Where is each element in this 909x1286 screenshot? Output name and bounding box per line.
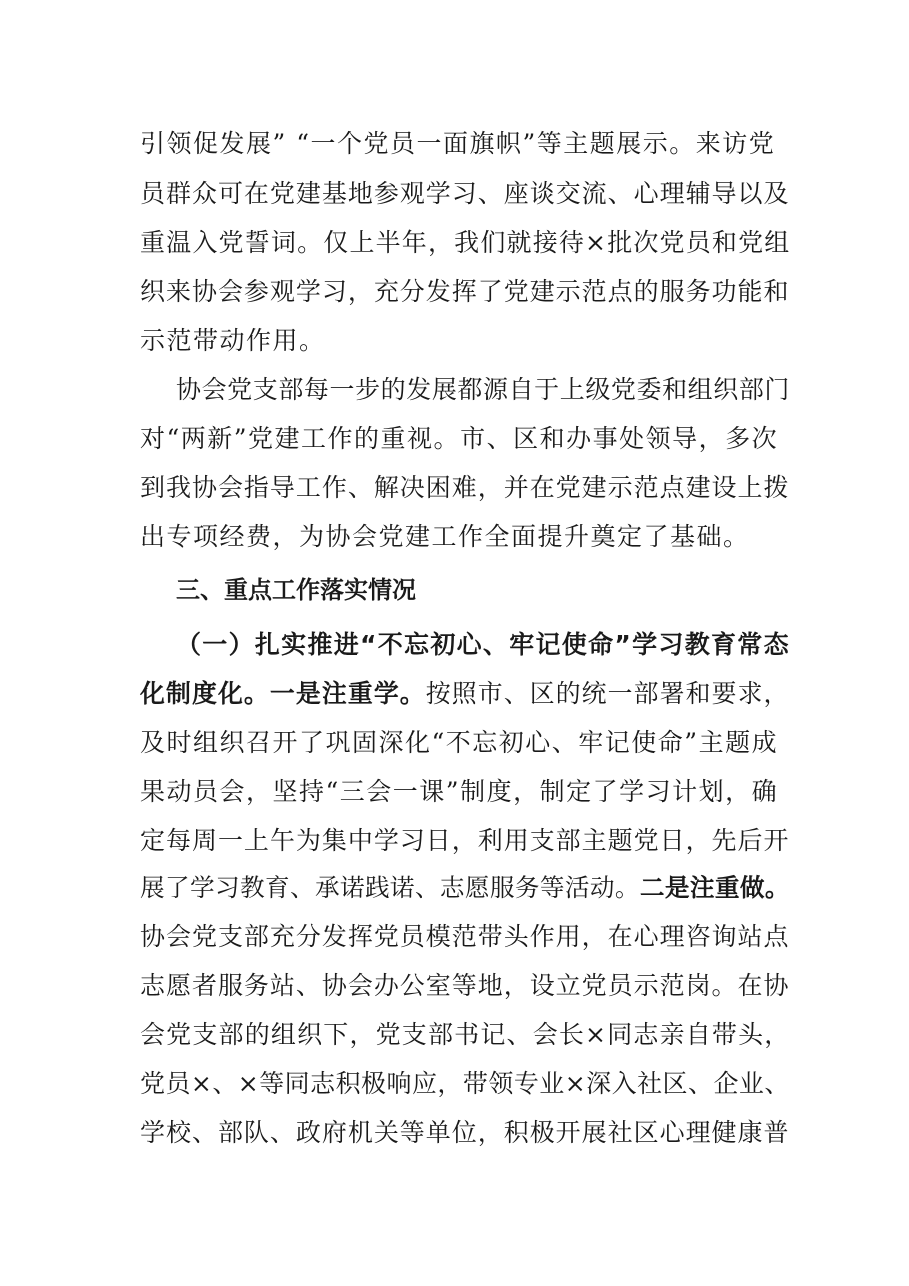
para3-line-11: 学校、部队、政府机关等单位，积极开展社区心理健康普 — [140, 1118, 790, 1147]
para3-line-2 — [140, 679, 790, 709]
para3-line-5: 定每周一上午为集中学习日，利用支部主题党日，先后开 — [140, 826, 790, 855]
para2-line-4: 出专项经费，为协会党建工作全面提升奠定了基础。 — [140, 522, 750, 551]
section-heading: 三、重点工作落实情况 — [176, 576, 416, 604]
para3-line-3: 及时组织召开了巩固深化“不忘初心、牢记使命”主题成 — [140, 728, 779, 757]
para3-line-4: 果动员会，坚持“三会一课”制度，制定了学习计划，确 — [140, 777, 779, 806]
para1-line-2: 员群众可在党建基地参观学习、座谈交流、心理辅导以及 — [140, 179, 790, 208]
para3-line-2-normal: 按照市、区的统一部署和要求， — [425, 679, 790, 708]
para1-line-3: 重温入党誓词。仅上半年，我们就接待×批次党员和党组 — [140, 228, 791, 257]
para3-line-6 — [140, 873, 790, 903]
para3-line-8: 志愿者服务站、协会办公室等地，设立党员示范岗。在协 — [140, 971, 790, 1000]
para3-line-6-normal: 展了学习教育、承诺践诺、志愿服务等活动。 — [140, 873, 640, 902]
para3-line-7: 协会党支部充分发挥党员模范带头作用，在心理咨询站点 — [140, 922, 790, 951]
para3-line-10: 党员×、×等同志积极响应，带领专业×深入社区、企业、 — [140, 1069, 790, 1098]
para1-line-1: 引领促发展” “一个党员一面旗帜”等主题展示。来访党 — [140, 129, 776, 158]
para2-line-3: 到我协会指导工作、解决困难，并在党建示范点建设上拨 — [140, 473, 790, 502]
para3-line-1: （一）扎实推进“不忘初心、牢记使命”学习教育常态 — [176, 630, 790, 659]
para2-line-1: 协会党支部每一步的发展都源自于上级党委和组织部门 — [176, 375, 791, 404]
para1-line-4: 织来协会参观学习，充分发挥了党建示范点的服务功能和 — [140, 277, 790, 306]
para1-line-5: 示范带动作用。 — [140, 326, 326, 355]
para2-line-2: 对“两新”党建工作的重视。市、区和办事处领导，多次 — [140, 424, 779, 453]
para3-line-6-bold: 二是注重做。 — [639, 873, 790, 902]
para3-line-2-bold: 化制度化。一是注重学。 — [140, 679, 426, 708]
para3-line-9: 会党支部的组织下，党支部书记、会长×同志亲自带头， — [140, 1020, 791, 1049]
